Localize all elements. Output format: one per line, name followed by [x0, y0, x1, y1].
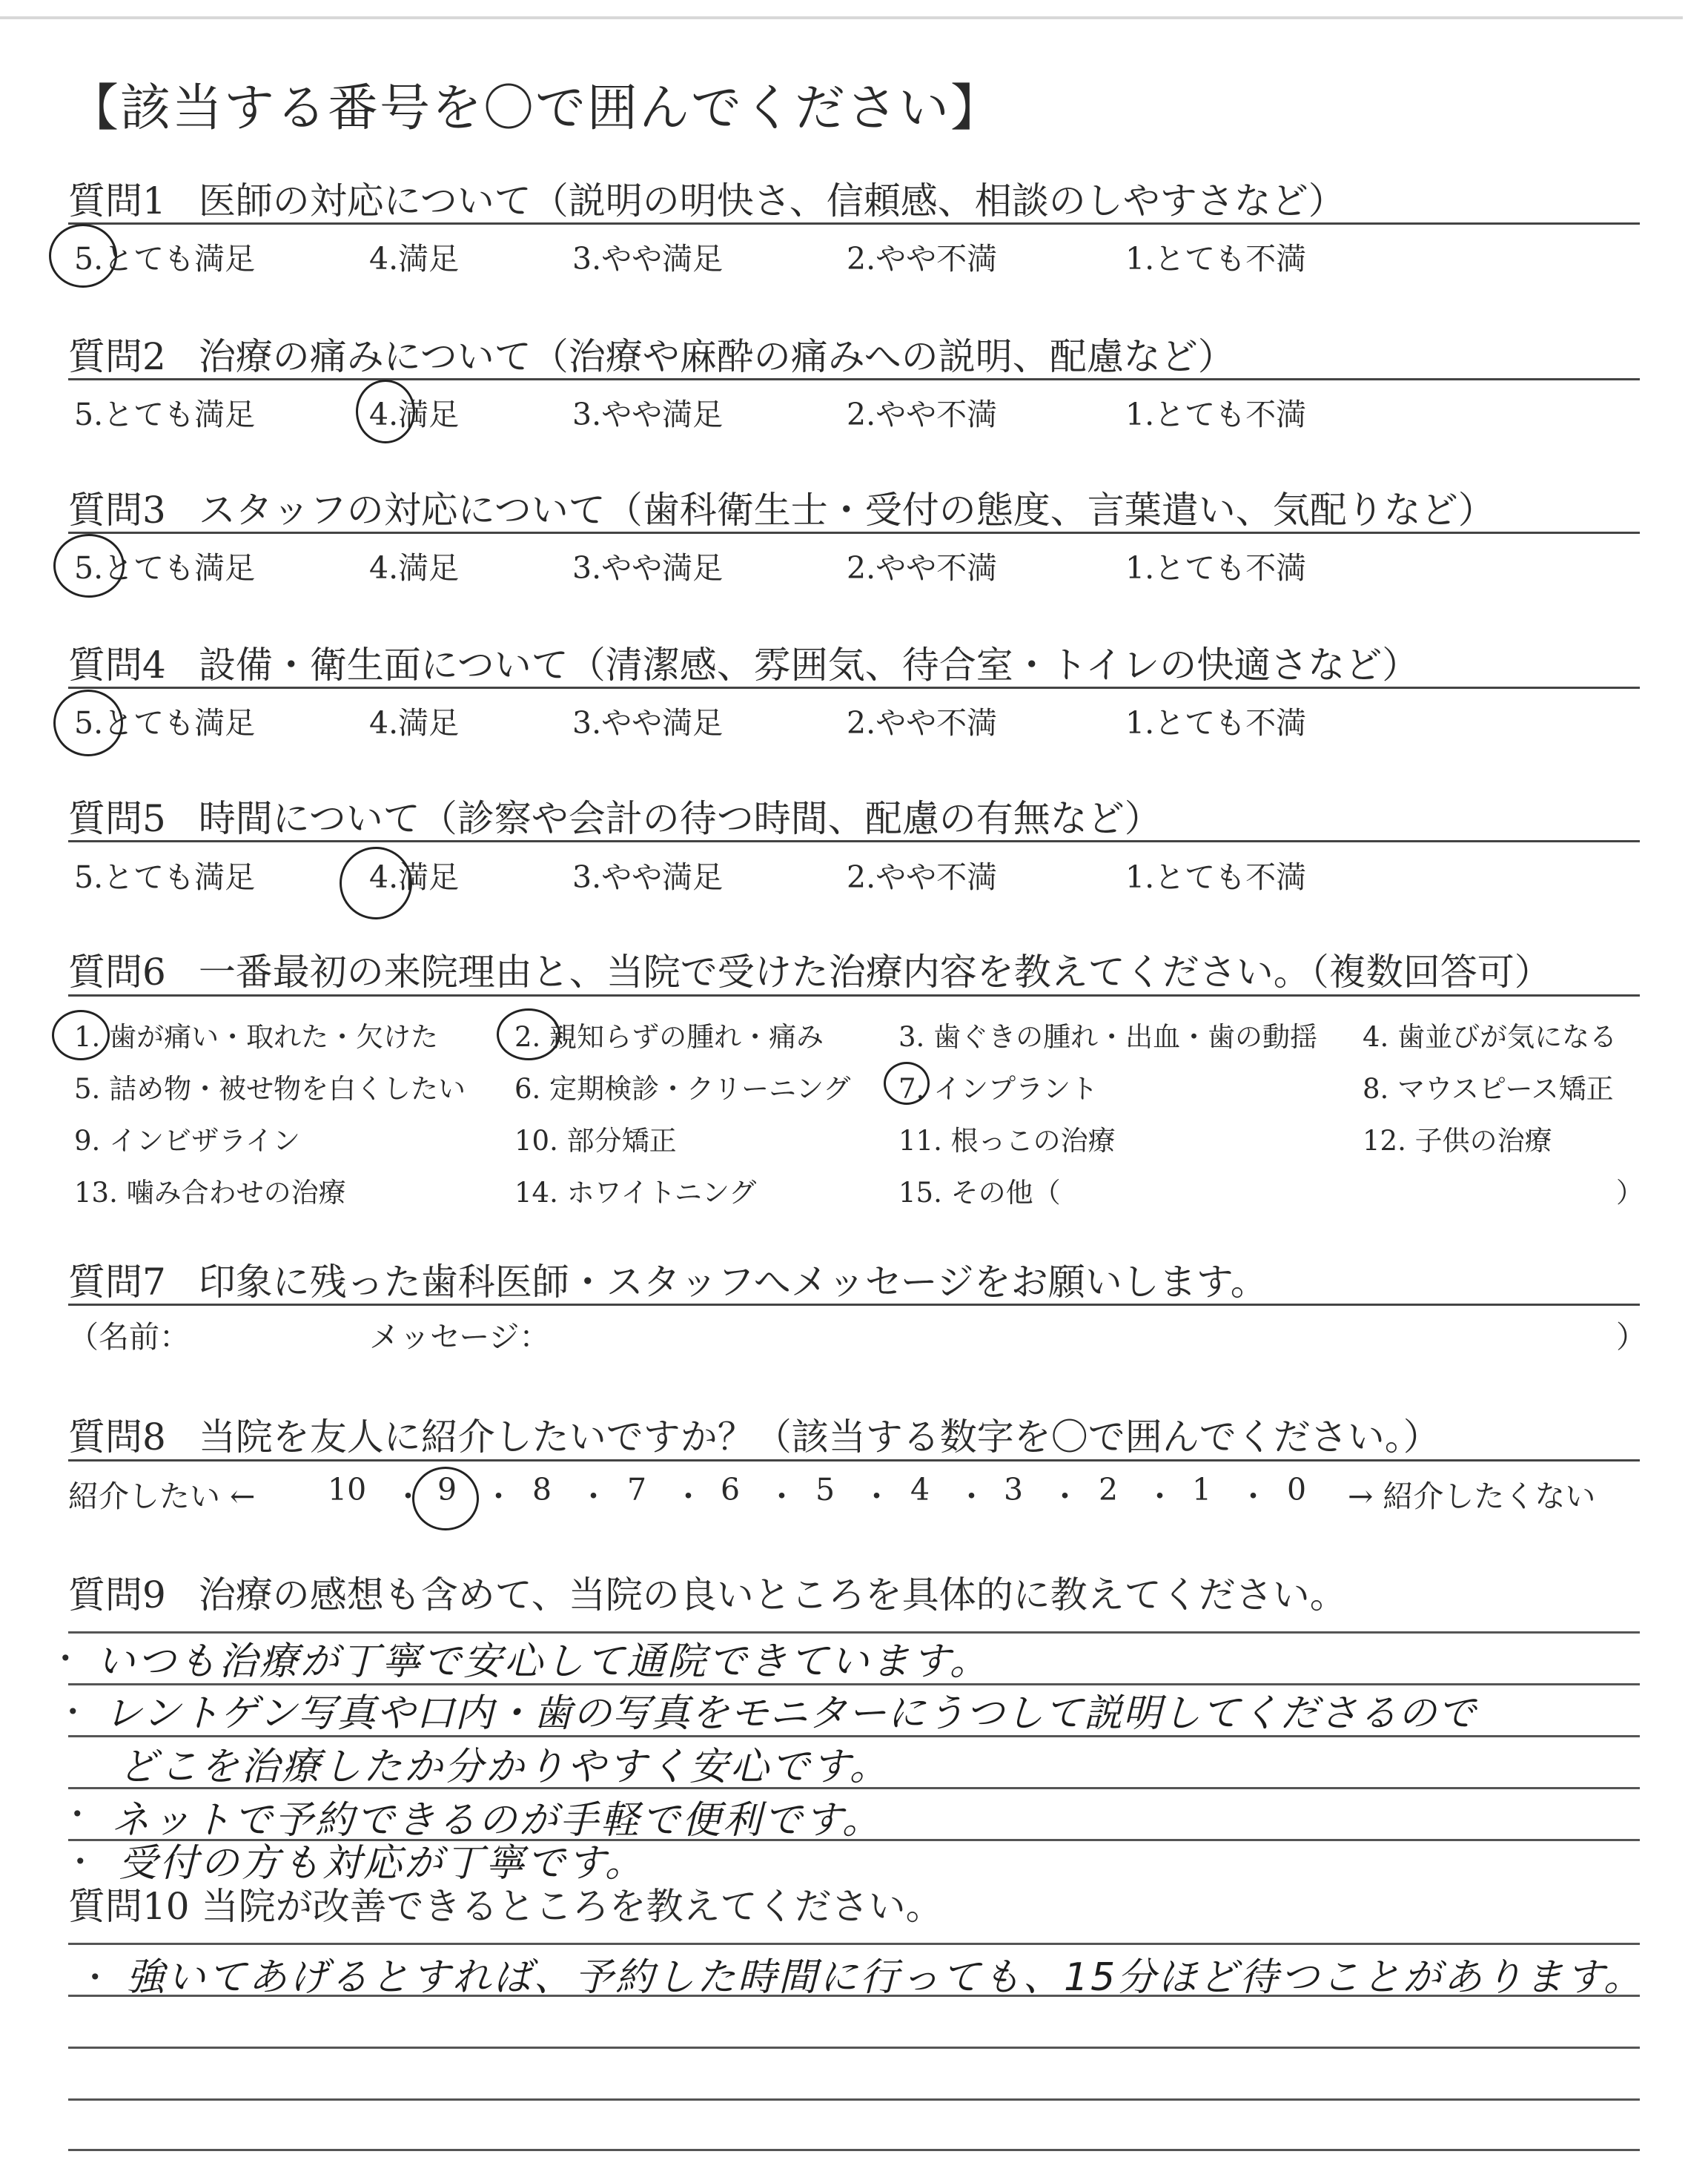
q1-option-3[interactable]: 3.やや満足: [572, 241, 724, 277]
q8-scale-4[interactable]: 4: [910, 1472, 930, 1507]
q1-option-5[interactable]: 5.とても満足: [74, 241, 256, 277]
q4-option-3[interactable]: 3.やや満足: [572, 705, 724, 741]
q9-bullet: •: [74, 1849, 87, 1874]
q3-option-5[interactable]: 5.とても満足: [74, 550, 256, 586]
q4-option-2[interactable]: 2.やや不満: [847, 705, 998, 741]
question-10: 質問10 当院が改善できるところを教えてください。: [68, 1885, 943, 1928]
q10-writing-line: [68, 1943, 1640, 1945]
q6-option-5[interactable]: 5. 詰め物・被せ物を白くしたい: [74, 1073, 466, 1105]
q8-right-label: → 紹介したくない: [1348, 1479, 1596, 1514]
q6-selection-circle-1: [52, 1010, 110, 1060]
q10-bullet: •: [89, 1965, 102, 1989]
q5-option-4[interactable]: 4.満足: [369, 859, 460, 895]
top-border: [0, 16, 1683, 19]
q2-selection-circle: [356, 380, 415, 443]
question-2-rule: [68, 378, 1640, 380]
question-4-rule: [68, 687, 1640, 689]
q8-scale-6[interactable]: 6: [721, 1472, 741, 1507]
q6-option-9[interactable]: 9. インビザライン: [74, 1125, 300, 1157]
q3-option-2[interactable]: 2.やや不満: [847, 550, 998, 586]
q5-selection-circle: [340, 847, 412, 919]
q6-selection-circle-7: [884, 1062, 930, 1105]
q8-dot: ・: [673, 1479, 704, 1514]
q10-writing-line: [68, 2047, 1640, 2049]
q2-option-3[interactable]: 3.やや満足: [572, 397, 724, 432]
q9-bullet: •: [71, 1802, 84, 1826]
question-1-rule: [68, 222, 1640, 225]
q4-option-5[interactable]: 5.とても満足: [74, 705, 256, 741]
q6-option-7[interactable]: 7. インプラント: [898, 1073, 1099, 1105]
question-8: 質問8 当院を友人に紹介したいですか？（該当する数字を〇で囲んでください。）: [68, 1416, 1440, 1459]
q6-option-11[interactable]: 11. 根っこの治療: [898, 1125, 1116, 1157]
question-5-rule: [68, 840, 1640, 842]
question-3: 質問3 スタッフの対応について（歯科衛生士・受付の態度、言葉遣い、気配りなど）: [68, 489, 1495, 532]
q8-dot: ・: [1238, 1479, 1268, 1514]
q8-scale-3[interactable]: 3: [1004, 1472, 1024, 1507]
q6-option-13[interactable]: 13. 噛み合わせの治療: [74, 1177, 346, 1209]
q9-answer-4: ネットで予約できるのが手軽で便利です。: [111, 1798, 883, 1843]
q6-option-3[interactable]: 3. 歯ぐきの腫れ・出血・歯の動揺: [898, 1021, 1318, 1053]
q6-option-8[interactable]: 8. マウスピース矯正: [1363, 1073, 1614, 1105]
question-7-rule: [68, 1304, 1640, 1306]
q3-option-1[interactable]: 1.とても不満: [1125, 550, 1307, 586]
q6-option-2[interactable]: 2. 親知らずの腫れ・痛み: [514, 1021, 824, 1053]
q7-name-label: （名前：: [68, 1319, 190, 1355]
q3-option-3[interactable]: 3.やや満足: [572, 550, 724, 586]
question-1: 質問1 医師の対応について（説明の明快さ、信頼感、相談のしやすさなど）: [68, 179, 1345, 222]
question-6: 質問6 一番最初の来院理由と、当院で受けた治療内容を教えてください。（複数回答可）: [68, 951, 1552, 994]
q6-option-6[interactable]: 6. 定期検診・クリーニング: [514, 1073, 851, 1105]
q8-scale-8[interactable]: 8: [532, 1472, 552, 1507]
q5-option-5[interactable]: 5.とても満足: [74, 859, 256, 895]
q7-close-paren: ）: [1616, 1319, 1646, 1355]
q2-option-2[interactable]: 2.やや不満: [847, 397, 998, 432]
question-8-rule: [68, 1459, 1640, 1462]
q1-option-2[interactable]: 2.やや不満: [847, 241, 998, 277]
question-2: 質問2 治療の痛みについて（治療や麻酔の痛みへの説明、配慮など）: [68, 335, 1235, 378]
q8-dot: ・: [1050, 1479, 1080, 1514]
q9-bullet: •: [67, 1700, 79, 1724]
q8-scale-9[interactable]: 9: [437, 1472, 457, 1507]
q8-scale-0[interactable]: 0: [1287, 1472, 1307, 1507]
q8-dot: ・: [767, 1479, 797, 1514]
q1-option-4[interactable]: 4.満足: [369, 241, 460, 277]
question-3-rule: [68, 532, 1640, 534]
q6-option-15[interactable]: 15. その他（: [898, 1177, 1061, 1209]
q6-option-4[interactable]: 4. 歯並びが気になる: [1363, 1021, 1618, 1053]
q8-scale-10[interactable]: 10: [328, 1472, 367, 1507]
q9-answer-2: レントゲン写真や口内・歯の写真をモニターにうつして説明してくださるので: [104, 1691, 1477, 1736]
q8-dot: ・: [956, 1479, 987, 1514]
q5-option-3[interactable]: 3.やや満足: [572, 859, 724, 895]
question-6-rule: [68, 994, 1640, 997]
q2-option-1[interactable]: 1.とても不満: [1125, 397, 1307, 432]
question-5: 質問5 時間について（診察や会計の待つ時間、配慮の有無など）: [68, 797, 1162, 840]
q9-bullet: •: [59, 1646, 72, 1671]
q6-selection-circle-2: [497, 1008, 560, 1060]
q8-left-label: 紹介したい ←: [68, 1479, 256, 1514]
question-4: 質問4 設備・衛生面について（清潔感、雰囲気、待合室・トイレの快適さなど）: [68, 644, 1420, 687]
q6-option-12[interactable]: 12. 子供の治療: [1363, 1125, 1552, 1157]
q5-option-1[interactable]: 1.とても不満: [1125, 859, 1307, 895]
q8-dot: ・: [393, 1479, 423, 1514]
q6-close-paren: ）: [1616, 1177, 1644, 1209]
q8-dot: ・: [1145, 1479, 1175, 1514]
q9-answer-5: 受付の方も対応が丁寧です。: [119, 1841, 646, 1886]
q4-selection-circle: [53, 690, 123, 756]
question-9: 質問9 治療の感想も含めて、当院の良いところを具体的に教えてください。: [68, 1573, 1347, 1616]
q8-scale-1[interactable]: 1: [1192, 1472, 1212, 1507]
q6-option-10[interactable]: 10. 部分矯正: [514, 1125, 677, 1157]
q1-option-1[interactable]: 1.とても不満: [1125, 241, 1307, 277]
q9-answer-3: どこを治療したか分かりやすく安心です。: [119, 1745, 890, 1789]
q8-selection-circle: [412, 1467, 479, 1530]
q4-option-4[interactable]: 4.満足: [369, 705, 460, 741]
q8-scale-5[interactable]: 5: [815, 1472, 835, 1507]
question-7: 質問7 印象に残った歯科医師・スタッフへメッセージをお願いします。: [68, 1261, 1268, 1304]
q1-selection-circle: [49, 224, 117, 288]
q7-message-label: メッセージ：: [369, 1319, 550, 1355]
q8-dot: ・: [861, 1479, 892, 1514]
q9-answer-1: いつも治療が丁寧で安心して通院できています。: [96, 1639, 990, 1684]
q8-scale-7[interactable]: 7: [627, 1472, 647, 1507]
q2-option-5[interactable]: 5.とても満足: [74, 397, 256, 432]
q4-option-1[interactable]: 1.とても不満: [1125, 705, 1307, 741]
q10-writing-line: [68, 2098, 1640, 2101]
q10-answer-1: 強いてあげるとすれば、予約した時間に行っても、15分ほど待つことがあります。: [126, 1955, 1645, 2000]
q8-scale-2[interactable]: 2: [1099, 1472, 1119, 1507]
page-title: 【該当する番号を〇で囲んでください】: [68, 79, 1003, 138]
q6-option-14[interactable]: 14. ホワイトニング: [514, 1177, 757, 1209]
q2-option-4[interactable]: 4.満足: [369, 397, 460, 432]
q3-selection-circle: [53, 534, 125, 598]
q3-option-4[interactable]: 4.満足: [369, 550, 460, 586]
q10-writing-line: [68, 2149, 1640, 2151]
q8-dot: ・: [483, 1479, 514, 1514]
q5-option-2[interactable]: 2.やや不満: [847, 859, 998, 895]
q6-option-1[interactable]: 1. 歯が痛い・取れた・欠けた: [74, 1021, 439, 1053]
q8-dot: ・: [578, 1479, 609, 1514]
